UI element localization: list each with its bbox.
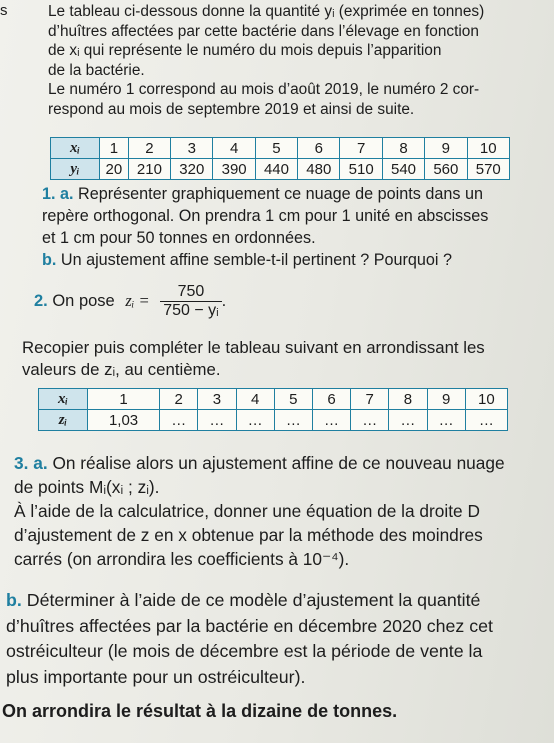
table-cell: 5 [274, 389, 312, 410]
data-table-xy [50, 137, 510, 180]
data-table-xz [38, 388, 508, 431]
table-cell: … [351, 410, 389, 431]
table-row-x [51, 138, 510, 159]
table-cell: … [236, 410, 274, 431]
question-2-text: On pose [47, 291, 115, 310]
table-cell: 390 [213, 159, 255, 180]
table-cell: 510 [340, 159, 382, 180]
table-row-x [39, 389, 508, 410]
question-3b-line-4: plus importante pour un ostréiculteur). [6, 666, 306, 687]
fraction-denominator: 750 − yᵢ [163, 302, 219, 319]
question-1b-text: Un ajustement affine semble-t-il pertinent ? Pourquoi ? [56, 251, 453, 269]
table-cell: … [274, 410, 312, 431]
question-3b-line-3: ostréiculteur (le mois de décembre est la période de vente la [6, 641, 483, 661]
intro-line-5: Le numéro 1 correspond au mois d’août 2019, le numéro 2 cor- [48, 81, 480, 98]
question-3a-line-4: d’ajustement de z en x obtenue par la méthode des moindres [14, 525, 483, 545]
rounding-instruction: On arrondira le résultat à la dizaine de tonnes. [2, 701, 398, 721]
table-cell: 210 [128, 159, 170, 180]
table-cell: 570 [467, 159, 509, 180]
table-cell: … [465, 410, 507, 431]
question-1 [42, 183, 512, 271]
table-row-z [39, 410, 508, 431]
table-cell: 8 [382, 138, 424, 159]
question-2-instructions [22, 337, 522, 381]
question-2-line-1: Recopier puis compléter le tableau suivant en arrondissant les [22, 338, 485, 357]
table-cell: 4 [213, 138, 255, 159]
table-cell: 540 [382, 159, 424, 180]
table-cell: 10 [465, 389, 507, 410]
table-cell: 2 [160, 389, 198, 410]
table-cell: 3 [198, 389, 236, 410]
question-3a-line-1: On réalise alors un ajustement affine de ce nouveau nuage [47, 453, 505, 473]
table-cell: … [198, 410, 236, 431]
intro-line-2: d’huîtres affectées par cette bactérie dans l’élevage en fonction [48, 22, 479, 40]
row-label-y: yᵢ [51, 159, 100, 180]
question-number: 3. a. [14, 453, 48, 473]
table-cell: 3 [171, 138, 213, 159]
table-cell: 2 [128, 138, 170, 159]
table-cell: 8 [389, 389, 427, 410]
table-cell: 7 [340, 138, 382, 159]
fraction-numerator: 750 [160, 283, 221, 302]
table-cell: 10 [467, 138, 509, 159]
table-cell: 9 [425, 138, 467, 159]
intro-line-3: de xᵢ qui représente le numéro du mois depuis l’apparition [48, 42, 442, 59]
question-3a-line-2: de points Mᵢ(xᵢ ; zᵢ). [14, 477, 160, 497]
question-1a-line-1: Représenter graphiquement ce nuage de points dans un [73, 185, 483, 203]
table-cell: … [389, 410, 427, 431]
question-3b [6, 588, 552, 690]
intro-paragraph [48, 2, 508, 119]
table-cell: 1 [100, 138, 129, 159]
row-label-z: zᵢ [39, 410, 88, 431]
table-cell: 1,03 [88, 410, 160, 431]
formula-lhs: zᵢ = [125, 290, 150, 310]
table-cell: 5 [255, 138, 297, 159]
question-2-heading: 2. On pose zᵢ = $\frac{750}{\text{750 − yᵢ}}$ . [34, 283, 227, 319]
row-label-x: xᵢ [39, 389, 88, 410]
question-number: b. [42, 251, 57, 269]
table-cell: 4 [236, 389, 274, 410]
question-3a-line-3: À l’aide de la calculatrice, donner une équation de la droite D [14, 501, 480, 521]
intro-line-4: de la bactérie. [48, 61, 145, 79]
table-cell: … [427, 410, 465, 431]
question-2-line-2: valeurs de zᵢ, au centième. [22, 360, 221, 379]
table-row-y [51, 159, 510, 180]
question-1a-line-2: repère orthogonal. On prendra 1 cm pour 1 unité en abscisses [42, 207, 489, 225]
table-cell: 6 [312, 389, 350, 410]
question-3a-line-5: carrés (on arrondira les coefficients à 10⁻⁴). [14, 549, 350, 569]
table-cell: 560 [425, 159, 467, 180]
question-number: b. [6, 590, 22, 610]
table-cell: 9 [427, 389, 465, 410]
question-3b-line-1: Déterminer à l’aide de ce modèle d’ajustement la quantité [21, 590, 481, 610]
row-label-x: xᵢ [51, 138, 100, 159]
table-cell: 480 [298, 159, 340, 180]
question-number: 1. a. [42, 185, 74, 203]
table-cell: 20 [100, 159, 129, 180]
table-cell: 6 [298, 138, 340, 159]
table-cell: 1 [88, 389, 160, 410]
table-cell: … [160, 410, 198, 431]
formula-fraction [160, 283, 221, 320]
intro-line-1: Le tableau ci-dessous donne la quantité yᵢ (exprimée en tonnes) [48, 3, 485, 20]
table-cell: 440 [255, 159, 297, 180]
question-3b-line-2: d’huîtres affectées par la bactérie en décembre 2020 chez cet [6, 615, 493, 636]
question-1a-line-3: et 1 cm pour 50 tonnes en ordonnées. [42, 229, 316, 247]
question-number: 2. [34, 291, 48, 310]
margin-letter: s [0, 2, 8, 19]
table-cell: … [312, 410, 350, 431]
question-3a [14, 451, 549, 571]
table-cell: 320 [171, 159, 213, 180]
table-cell: 7 [351, 389, 389, 410]
intro-line-6: respond au mois de septembre 2019 et ainsi de suite. [48, 100, 415, 118]
